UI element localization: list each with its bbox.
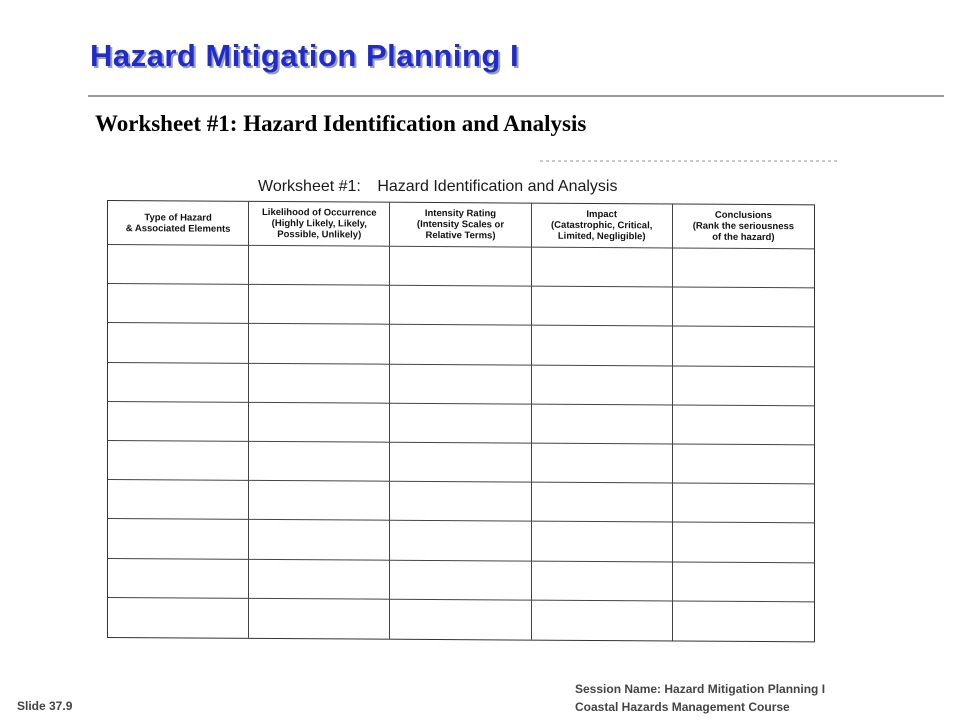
table-cell[interactable] [108,363,249,403]
table-cell[interactable] [390,404,531,444]
table-cell[interactable] [108,245,249,285]
table-cell[interactable] [108,323,249,363]
table-cell[interactable] [108,402,249,442]
table-cell[interactable] [390,560,531,600]
column-header: Impact (Catastrophic, Critical, Limited, Negligible) [532,204,673,249]
table-cell[interactable] [249,599,390,639]
footer-course-name: Coastal Hazards Management Course [575,700,790,714]
scan-artifact [540,160,840,162]
footer-session-name: Session Name: Hazard Mitigation Planning I [575,682,826,696]
table-cell[interactable] [249,481,390,521]
table-cell[interactable] [249,403,390,443]
table-cell[interactable] [249,442,390,482]
table-cell[interactable] [108,441,249,481]
table-cell[interactable] [673,484,814,524]
table-cell[interactable] [673,366,814,406]
table-cell[interactable] [673,523,814,563]
table-cell[interactable] [390,325,531,365]
table-cell[interactable] [249,363,390,403]
table-cell[interactable] [108,559,249,599]
worksheet-heading [258,178,617,196]
column-header: Conclusions (Rank the seriousness of the hazard) [673,204,814,249]
slide-subtitle: Worksheet #1: Hazard Identification and Analysis [95,111,587,136]
table-cell[interactable] [673,562,814,602]
table-cell[interactable] [532,287,673,327]
table-cell[interactable] [673,405,814,445]
table-cell[interactable] [249,285,390,325]
slide-number: Slide 37.9 [17,699,73,713]
footer-session-info [575,680,825,716]
table-cell[interactable] [390,443,531,483]
table-cell[interactable] [673,444,814,484]
table-cell[interactable] [108,519,249,559]
column-header: Type of Hazard & Associated Elements [108,201,249,246]
table-cell[interactable] [390,286,531,326]
table-cell[interactable] [390,482,531,522]
slide-title: Hazard Mitigation Planning I [90,38,520,73]
column-header: Likelihood of Occurrence (Highly Likely, Likely, Possible, Unlikely) [249,202,390,247]
table-cell[interactable] [249,520,390,560]
table-cell[interactable] [390,521,531,561]
table-cell[interactable] [249,559,390,599]
worksheet-heading-number: Worksheet #1: [258,178,361,195]
table-cell[interactable] [532,483,673,523]
table-cell[interactable] [249,246,390,286]
column-header: Intensity Rating (Intensity Scales or Relative Terms) [390,203,531,248]
title-divider [88,95,944,97]
table-cell[interactable] [532,248,673,288]
table-cell[interactable] [108,480,249,520]
worksheet-table [107,200,815,642]
table-cell[interactable] [108,598,249,638]
table-cell[interactable] [532,561,673,601]
table-cell[interactable] [532,326,673,366]
table-cell[interactable] [108,284,249,324]
table-cell[interactable] [673,327,814,367]
table-cell[interactable] [390,600,531,640]
table-cell[interactable] [390,364,531,404]
table-cell[interactable] [532,522,673,562]
table-cell[interactable] [532,365,673,405]
table-cell[interactable] [249,324,390,364]
table-cell[interactable] [532,444,673,484]
worksheet-heading-title: Hazard Identification and Analysis [377,178,618,195]
table-cell[interactable] [673,601,814,641]
table-cell[interactable] [390,247,531,287]
table-cell[interactable] [673,288,814,328]
table-cell[interactable] [532,404,673,444]
table-cell[interactable] [673,248,814,288]
table-cell[interactable] [532,600,673,640]
